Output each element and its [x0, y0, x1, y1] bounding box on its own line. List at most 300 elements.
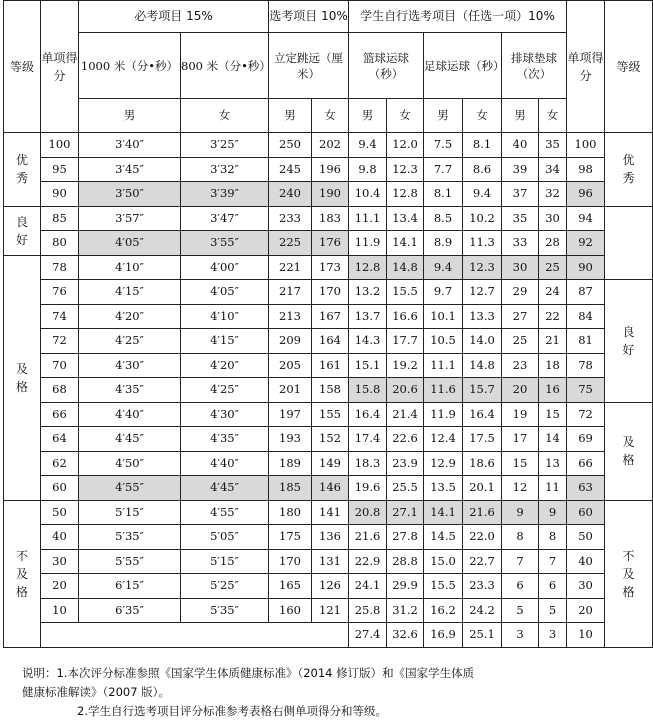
- table-row: [4, 427, 653, 452]
- table-row: [4, 402, 653, 427]
- football-header: 足球运球（秒）: [424, 33, 502, 99]
- right-single-score-header: 单项得分: [567, 1, 605, 133]
- run-1000m-cell: 3′50″: [79, 182, 181, 207]
- table-row: [4, 206, 653, 231]
- female-label: 女: [463, 99, 502, 133]
- jump-female-cell: 173: [312, 255, 349, 280]
- jump-female-cell: 152: [312, 427, 349, 452]
- jump-male-cell: 213: [269, 304, 312, 329]
- right-score-cell: 50: [567, 525, 605, 550]
- jump-male-cell: 189: [269, 451, 312, 476]
- score-cell: 30: [41, 549, 79, 574]
- run-800m-cell: 5′35″: [181, 598, 269, 623]
- jump-female-cell: 131: [312, 549, 349, 574]
- jump-male-cell: 217: [269, 280, 312, 305]
- self-ff-cell: 14.0: [463, 329, 502, 354]
- self-vf-cell: 14: [539, 427, 567, 452]
- table-row: [4, 182, 653, 207]
- score-cell: 72: [41, 329, 79, 354]
- jump-male-cell: 165: [269, 574, 312, 599]
- score-cell: 90: [41, 182, 79, 207]
- score-cell: 50: [41, 500, 79, 525]
- self-vm-cell: 23: [502, 353, 539, 378]
- score-cell: 66: [41, 402, 79, 427]
- self-fm-cell: 12.9: [424, 451, 463, 476]
- run-1000m-cell: 6′35″: [79, 598, 181, 623]
- jump-male-cell: 209: [269, 329, 312, 354]
- self-vf-cell: 5: [539, 598, 567, 623]
- self-vf-cell: 18: [539, 353, 567, 378]
- self-vm-cell: 33: [502, 231, 539, 256]
- right-grade-cell: 及 格: [605, 402, 653, 500]
- self-ff-cell: 12.7: [463, 280, 502, 305]
- right-score-cell: 75: [567, 378, 605, 403]
- self-bm-cell: 18.3: [349, 451, 387, 476]
- note-line-2: 健康标准解读》（2007 版）。: [22, 685, 170, 699]
- self-vf-cell: 30: [539, 206, 567, 231]
- run-1000m-cell: 6′15″: [79, 574, 181, 599]
- required-group-header: 必考项目 15%: [79, 1, 269, 33]
- self-vf-cell: 3: [539, 623, 567, 648]
- jump-female-cell: 121: [312, 598, 349, 623]
- run-800m-cell: 4′40″: [181, 451, 269, 476]
- right-score-cell: 69: [567, 427, 605, 452]
- self-vf-cell: 9: [539, 500, 567, 525]
- run-1000m-cell: 4′55″: [79, 476, 181, 501]
- self-bf-cell: 32.6: [387, 623, 424, 648]
- self-vm-cell: 12: [502, 476, 539, 501]
- self-bf-cell: 27.1: [387, 500, 424, 525]
- table-row: [4, 304, 653, 329]
- self-bf-cell: 16.6: [387, 304, 424, 329]
- self-bf-cell: 27.8: [387, 525, 424, 550]
- right-score-cell: 20: [567, 598, 605, 623]
- table-row: [4, 525, 653, 550]
- self-bm-cell: 21.6: [349, 525, 387, 550]
- run-800m-cell: 4′45″: [181, 476, 269, 501]
- self-fm-cell: 8.1: [424, 182, 463, 207]
- male-label: 男: [424, 99, 463, 133]
- self-ff-cell: 8.1: [463, 133, 502, 158]
- self-bm-cell: 15.8: [349, 378, 387, 403]
- right-score-cell: 63: [567, 476, 605, 501]
- self-bf-cell: 23.9: [387, 451, 424, 476]
- self-fm-cell: 15.5: [424, 574, 463, 599]
- run-800m-cell: 4′30″: [181, 402, 269, 427]
- right-score-cell: 90: [567, 255, 605, 280]
- jump-female-cell: 161: [312, 353, 349, 378]
- score-cell: 62: [41, 451, 79, 476]
- male-label: 男: [349, 99, 387, 133]
- table-row: [4, 598, 653, 623]
- self-vf-cell: 7: [539, 549, 567, 574]
- jump-male-cell: 233: [269, 206, 312, 231]
- self-vf-cell: 11: [539, 476, 567, 501]
- jump-female-cell: 176: [312, 231, 349, 256]
- self-vf-cell: 25: [539, 255, 567, 280]
- run-1000m-cell: 3′45″: [79, 157, 181, 182]
- run-800m-cell: 4′15″: [181, 329, 269, 354]
- self-bf-cell: 25.5: [387, 476, 424, 501]
- run-1000m-cell: 5′15″: [79, 500, 181, 525]
- run-1000m-cell: 4′40″: [79, 402, 181, 427]
- run-800m-cell: 5′25″: [181, 574, 269, 599]
- self-bf-cell: 13.4: [387, 206, 424, 231]
- self-vf-cell: 28: [539, 231, 567, 256]
- note-line-3: 2.学生自行选考项目评分标准参考表格右侧单项得分和等级。: [77, 704, 387, 718]
- table-row: [4, 255, 653, 280]
- jump-female-cell: 202: [312, 133, 349, 158]
- run-1000m-cell: 4′20″: [79, 304, 181, 329]
- right-grade-cell: 优 秀: [605, 133, 653, 207]
- run-800m-header: 800 米（分•秒）: [181, 33, 269, 99]
- run-800m-cell: 3′32″: [181, 157, 269, 182]
- self-vm-cell: 19: [502, 402, 539, 427]
- self-fm-cell: 7.7: [424, 157, 463, 182]
- self-bf-cell: 17.7: [387, 329, 424, 354]
- right-score-cell: 98: [567, 157, 605, 182]
- note-line-1: 说明：1.本次评分标准参照《国家学生体质健康标准》（2014 修订版）和《国家学生体质: [22, 666, 475, 680]
- single-score-header: 单项得分: [41, 1, 79, 133]
- table-row: [4, 623, 653, 648]
- self-vf-cell: 32: [539, 182, 567, 207]
- jump-female-cell: 126: [312, 574, 349, 599]
- self-ff-cell: 22.0: [463, 525, 502, 550]
- jump-male-cell: 201: [269, 378, 312, 403]
- self-vm-cell: 30: [502, 255, 539, 280]
- self-vm-cell: 6: [502, 574, 539, 599]
- self-bm-cell: 13.2: [349, 280, 387, 305]
- run-1000m-header: 1000 米（分•秒）: [79, 33, 181, 99]
- self-vm-cell: 35: [502, 206, 539, 231]
- right-score-cell: 81: [567, 329, 605, 354]
- jump-male-cell: 180: [269, 500, 312, 525]
- run-800m-cell: 5′05″: [181, 525, 269, 550]
- self-vf-cell: 35: [539, 133, 567, 158]
- self-vf-cell: 15: [539, 402, 567, 427]
- jump-male-cell: 205: [269, 353, 312, 378]
- score-cell: 60: [41, 476, 79, 501]
- table-row: [4, 476, 653, 501]
- right-score-cell: 78: [567, 353, 605, 378]
- run-800m-cell: 4′10″: [181, 304, 269, 329]
- table-row: [4, 451, 653, 476]
- self-bm-cell: 22.9: [349, 549, 387, 574]
- self-fm-cell: 11.9: [424, 402, 463, 427]
- grade-header: 等级: [4, 1, 41, 133]
- table-row: [4, 329, 653, 354]
- score-cell: 80: [41, 231, 79, 256]
- self-fm-cell: 10.5: [424, 329, 463, 354]
- right-score-cell: 60: [567, 500, 605, 525]
- score-cell: 95: [41, 157, 79, 182]
- right-score-cell: 84: [567, 304, 605, 329]
- male-label: 男: [502, 99, 539, 133]
- blank-cell: [41, 623, 349, 648]
- jump-male-cell: 197: [269, 402, 312, 427]
- self-ff-cell: 13.3: [463, 304, 502, 329]
- self-vm-cell: 5: [502, 598, 539, 623]
- self-bf-cell: 19.2: [387, 353, 424, 378]
- self-vf-cell: 6: [539, 574, 567, 599]
- self-vm-cell: 40: [502, 133, 539, 158]
- self-vm-cell: 27: [502, 304, 539, 329]
- male-label: 男: [79, 99, 181, 133]
- score-standard-table: [3, 0, 653, 648]
- score-cell: 40: [41, 525, 79, 550]
- self-ff-cell: 25.1: [463, 623, 502, 648]
- right-grade-cell: 良 好: [605, 280, 653, 403]
- self-fm-cell: 15.0: [424, 549, 463, 574]
- self-ff-cell: 16.4: [463, 402, 502, 427]
- grade-cell: 优 秀: [4, 133, 41, 207]
- table-row: [4, 500, 653, 525]
- run-1000m-cell: 3′40″: [79, 133, 181, 158]
- self-fm-cell: 8.9: [424, 231, 463, 256]
- self-bm-cell: 10.4: [349, 182, 387, 207]
- right-score-cell: 10: [567, 623, 605, 648]
- self-vm-cell: 25: [502, 329, 539, 354]
- self-bf-cell: 15.5: [387, 280, 424, 305]
- right-score-cell: 30: [567, 574, 605, 599]
- self-vm-cell: 9: [502, 500, 539, 525]
- self-fm-cell: 14.1: [424, 500, 463, 525]
- run-1000m-cell: 4′15″: [79, 280, 181, 305]
- grade-cell: 良 好: [4, 206, 41, 255]
- self-fm-cell: 7.5: [424, 133, 463, 158]
- self-ff-cell: 20.1: [463, 476, 502, 501]
- jump-male-cell: 240: [269, 182, 312, 207]
- elective-group-header: 选考项目 10%: [269, 1, 349, 33]
- jump-male-cell: 170: [269, 549, 312, 574]
- grade-cell: 及 格: [4, 255, 41, 500]
- run-1000m-cell: 3′57″: [79, 206, 181, 231]
- self-ff-cell: 14.8: [463, 353, 502, 378]
- self-vf-cell: 13: [539, 451, 567, 476]
- self-fm-cell: 10.1: [424, 304, 463, 329]
- score-cell: 70: [41, 353, 79, 378]
- self-bm-cell: 25.8: [349, 598, 387, 623]
- right-grade-cell: 不 及 格: [605, 500, 653, 647]
- self-ff-cell: 9.4: [463, 182, 502, 207]
- self-ff-cell: 22.7: [463, 549, 502, 574]
- jump-female-cell: 141: [312, 500, 349, 525]
- self-ff-cell: 10.2: [463, 206, 502, 231]
- self-vm-cell: 8: [502, 525, 539, 550]
- self-vm-cell: 37: [502, 182, 539, 207]
- self-ff-cell: 11.3: [463, 231, 502, 256]
- self-ff-cell: 8.6: [463, 157, 502, 182]
- right-score-cell: 40: [567, 549, 605, 574]
- right-grade-cell: [605, 206, 653, 280]
- table-row: [4, 549, 653, 574]
- self-bf-cell: 28.8: [387, 549, 424, 574]
- grade-cell: 不 及 格: [4, 500, 41, 647]
- self-ff-cell: 23.3: [463, 574, 502, 599]
- self-bf-cell: 22.6: [387, 427, 424, 452]
- self-ff-cell: 17.5: [463, 427, 502, 452]
- table-row: [4, 231, 653, 256]
- self-vf-cell: 22: [539, 304, 567, 329]
- run-800m-cell: 4′25″: [181, 378, 269, 403]
- score-cell: 76: [41, 280, 79, 305]
- table-row: [4, 133, 653, 158]
- self-bf-cell: 21.4: [387, 402, 424, 427]
- run-1000m-cell: 4′10″: [79, 255, 181, 280]
- self-vm-cell: 7: [502, 549, 539, 574]
- self-vf-cell: 24: [539, 280, 567, 305]
- score-cell: 10: [41, 598, 79, 623]
- right-score-cell: 92: [567, 231, 605, 256]
- jump-female-cell: 164: [312, 329, 349, 354]
- right-score-cell: 87: [567, 280, 605, 305]
- jump-female-cell: 155: [312, 402, 349, 427]
- self-selected-group-header: 学生自行选考项目（任选一项）10%: [349, 1, 567, 33]
- self-bm-cell: 27.4: [349, 623, 387, 648]
- jump-male-cell: 193: [269, 427, 312, 452]
- notes: [22, 664, 602, 721]
- run-800m-cell: 4′35″: [181, 427, 269, 452]
- score-cell: 74: [41, 304, 79, 329]
- self-fm-cell: 11.1: [424, 353, 463, 378]
- female-label: 女: [387, 99, 424, 133]
- right-score-cell: 72: [567, 402, 605, 427]
- run-800m-cell: 4′55″: [181, 500, 269, 525]
- standing-jump-header: 立定跳远（厘米）: [269, 33, 349, 99]
- run-1000m-cell: 4′30″: [79, 353, 181, 378]
- score-cell: 78: [41, 255, 79, 280]
- self-bm-cell: 19.6: [349, 476, 387, 501]
- run-800m-cell: 3′47″: [181, 206, 269, 231]
- score-cell: 20: [41, 574, 79, 599]
- right-score-cell: 66: [567, 451, 605, 476]
- jump-female-cell: 146: [312, 476, 349, 501]
- self-bm-cell: 17.4: [349, 427, 387, 452]
- self-vm-cell: 15: [502, 451, 539, 476]
- self-fm-cell: 12.4: [424, 427, 463, 452]
- jump-female-cell: 183: [312, 206, 349, 231]
- self-fm-cell: 8.5: [424, 206, 463, 231]
- run-1000m-cell: 5′55″: [79, 549, 181, 574]
- run-800m-cell: 3′25″: [181, 133, 269, 158]
- run-800m-cell: 3′55″: [181, 231, 269, 256]
- self-bm-cell: 15.1: [349, 353, 387, 378]
- self-fm-cell: 13.5: [424, 476, 463, 501]
- jump-female-cell: 170: [312, 280, 349, 305]
- right-score-cell: 96: [567, 182, 605, 207]
- score-cell: 85: [41, 206, 79, 231]
- jump-male-cell: 245: [269, 157, 312, 182]
- run-800m-cell: 5′15″: [181, 549, 269, 574]
- table-row: [4, 280, 653, 305]
- self-fm-cell: 16.9: [424, 623, 463, 648]
- self-bm-cell: 11.1: [349, 206, 387, 231]
- table-row: [4, 378, 653, 403]
- self-bf-cell: 31.2: [387, 598, 424, 623]
- run-1000m-cell: 4′50″: [79, 451, 181, 476]
- self-vm-cell: 20: [502, 378, 539, 403]
- self-vf-cell: 8: [539, 525, 567, 550]
- score-cell: 100: [41, 133, 79, 158]
- basketball-header: 篮球运球（秒）: [349, 33, 424, 99]
- right-grade-header: 等级: [605, 1, 653, 133]
- jump-female-cell: 196: [312, 157, 349, 182]
- self-fm-cell: 11.6: [424, 378, 463, 403]
- self-bm-cell: 20.8: [349, 500, 387, 525]
- self-bf-cell: 20.6: [387, 378, 424, 403]
- run-800m-cell: 4′00″: [181, 255, 269, 280]
- self-bm-cell: 11.9: [349, 231, 387, 256]
- male-label: 男: [269, 99, 312, 133]
- self-fm-cell: 9.7: [424, 280, 463, 305]
- self-bf-cell: 14.1: [387, 231, 424, 256]
- jump-female-cell: 190: [312, 182, 349, 207]
- jump-female-cell: 158: [312, 378, 349, 403]
- jump-male-cell: 185: [269, 476, 312, 501]
- self-ff-cell: 15.7: [463, 378, 502, 403]
- run-1000m-cell: 4′35″: [79, 378, 181, 403]
- self-bm-cell: 9.8: [349, 157, 387, 182]
- jump-male-cell: 175: [269, 525, 312, 550]
- run-800m-cell: 4′20″: [181, 353, 269, 378]
- right-score-cell: 100: [567, 133, 605, 158]
- table-row: [4, 353, 653, 378]
- jump-male-cell: 221: [269, 255, 312, 280]
- female-label: 女: [312, 99, 349, 133]
- self-vf-cell: 16: [539, 378, 567, 403]
- run-1000m-cell: 4′05″: [79, 231, 181, 256]
- self-vm-cell: 29: [502, 280, 539, 305]
- female-label: 女: [181, 99, 269, 133]
- self-vm-cell: 39: [502, 157, 539, 182]
- jump-female-cell: 149: [312, 451, 349, 476]
- self-ff-cell: 24.2: [463, 598, 502, 623]
- table-row: [4, 574, 653, 599]
- self-fm-cell: 14.5: [424, 525, 463, 550]
- self-vm-cell: 3: [502, 623, 539, 648]
- run-800m-cell: 3′39″: [181, 182, 269, 207]
- score-cell: 64: [41, 427, 79, 452]
- self-bf-cell: 12.0: [387, 133, 424, 158]
- jump-female-cell: 167: [312, 304, 349, 329]
- self-ff-cell: 18.6: [463, 451, 502, 476]
- jump-male-cell: 225: [269, 231, 312, 256]
- self-bf-cell: 12.8: [387, 182, 424, 207]
- self-bm-cell: 12.8: [349, 255, 387, 280]
- self-bm-cell: 16.4: [349, 402, 387, 427]
- run-1000m-cell: 5′35″: [79, 525, 181, 550]
- self-vf-cell: 21: [539, 329, 567, 354]
- table-row: [4, 157, 653, 182]
- jump-male-cell: 250: [269, 133, 312, 158]
- self-bm-cell: 24.1: [349, 574, 387, 599]
- female-label: 女: [539, 99, 567, 133]
- self-fm-cell: 16.2: [424, 598, 463, 623]
- self-bm-cell: 14.3: [349, 329, 387, 354]
- self-ff-cell: 12.3: [463, 255, 502, 280]
- self-fm-cell: 9.4: [424, 255, 463, 280]
- run-1000m-cell: 4′25″: [79, 329, 181, 354]
- jump-male-cell: 160: [269, 598, 312, 623]
- self-bf-cell: 29.9: [387, 574, 424, 599]
- self-vm-cell: 17: [502, 427, 539, 452]
- self-bf-cell: 12.3: [387, 157, 424, 182]
- right-score-cell: 94: [567, 206, 605, 231]
- jump-female-cell: 136: [312, 525, 349, 550]
- self-vf-cell: 34: [539, 157, 567, 182]
- self-bm-cell: 13.7: [349, 304, 387, 329]
- self-ff-cell: 21.6: [463, 500, 502, 525]
